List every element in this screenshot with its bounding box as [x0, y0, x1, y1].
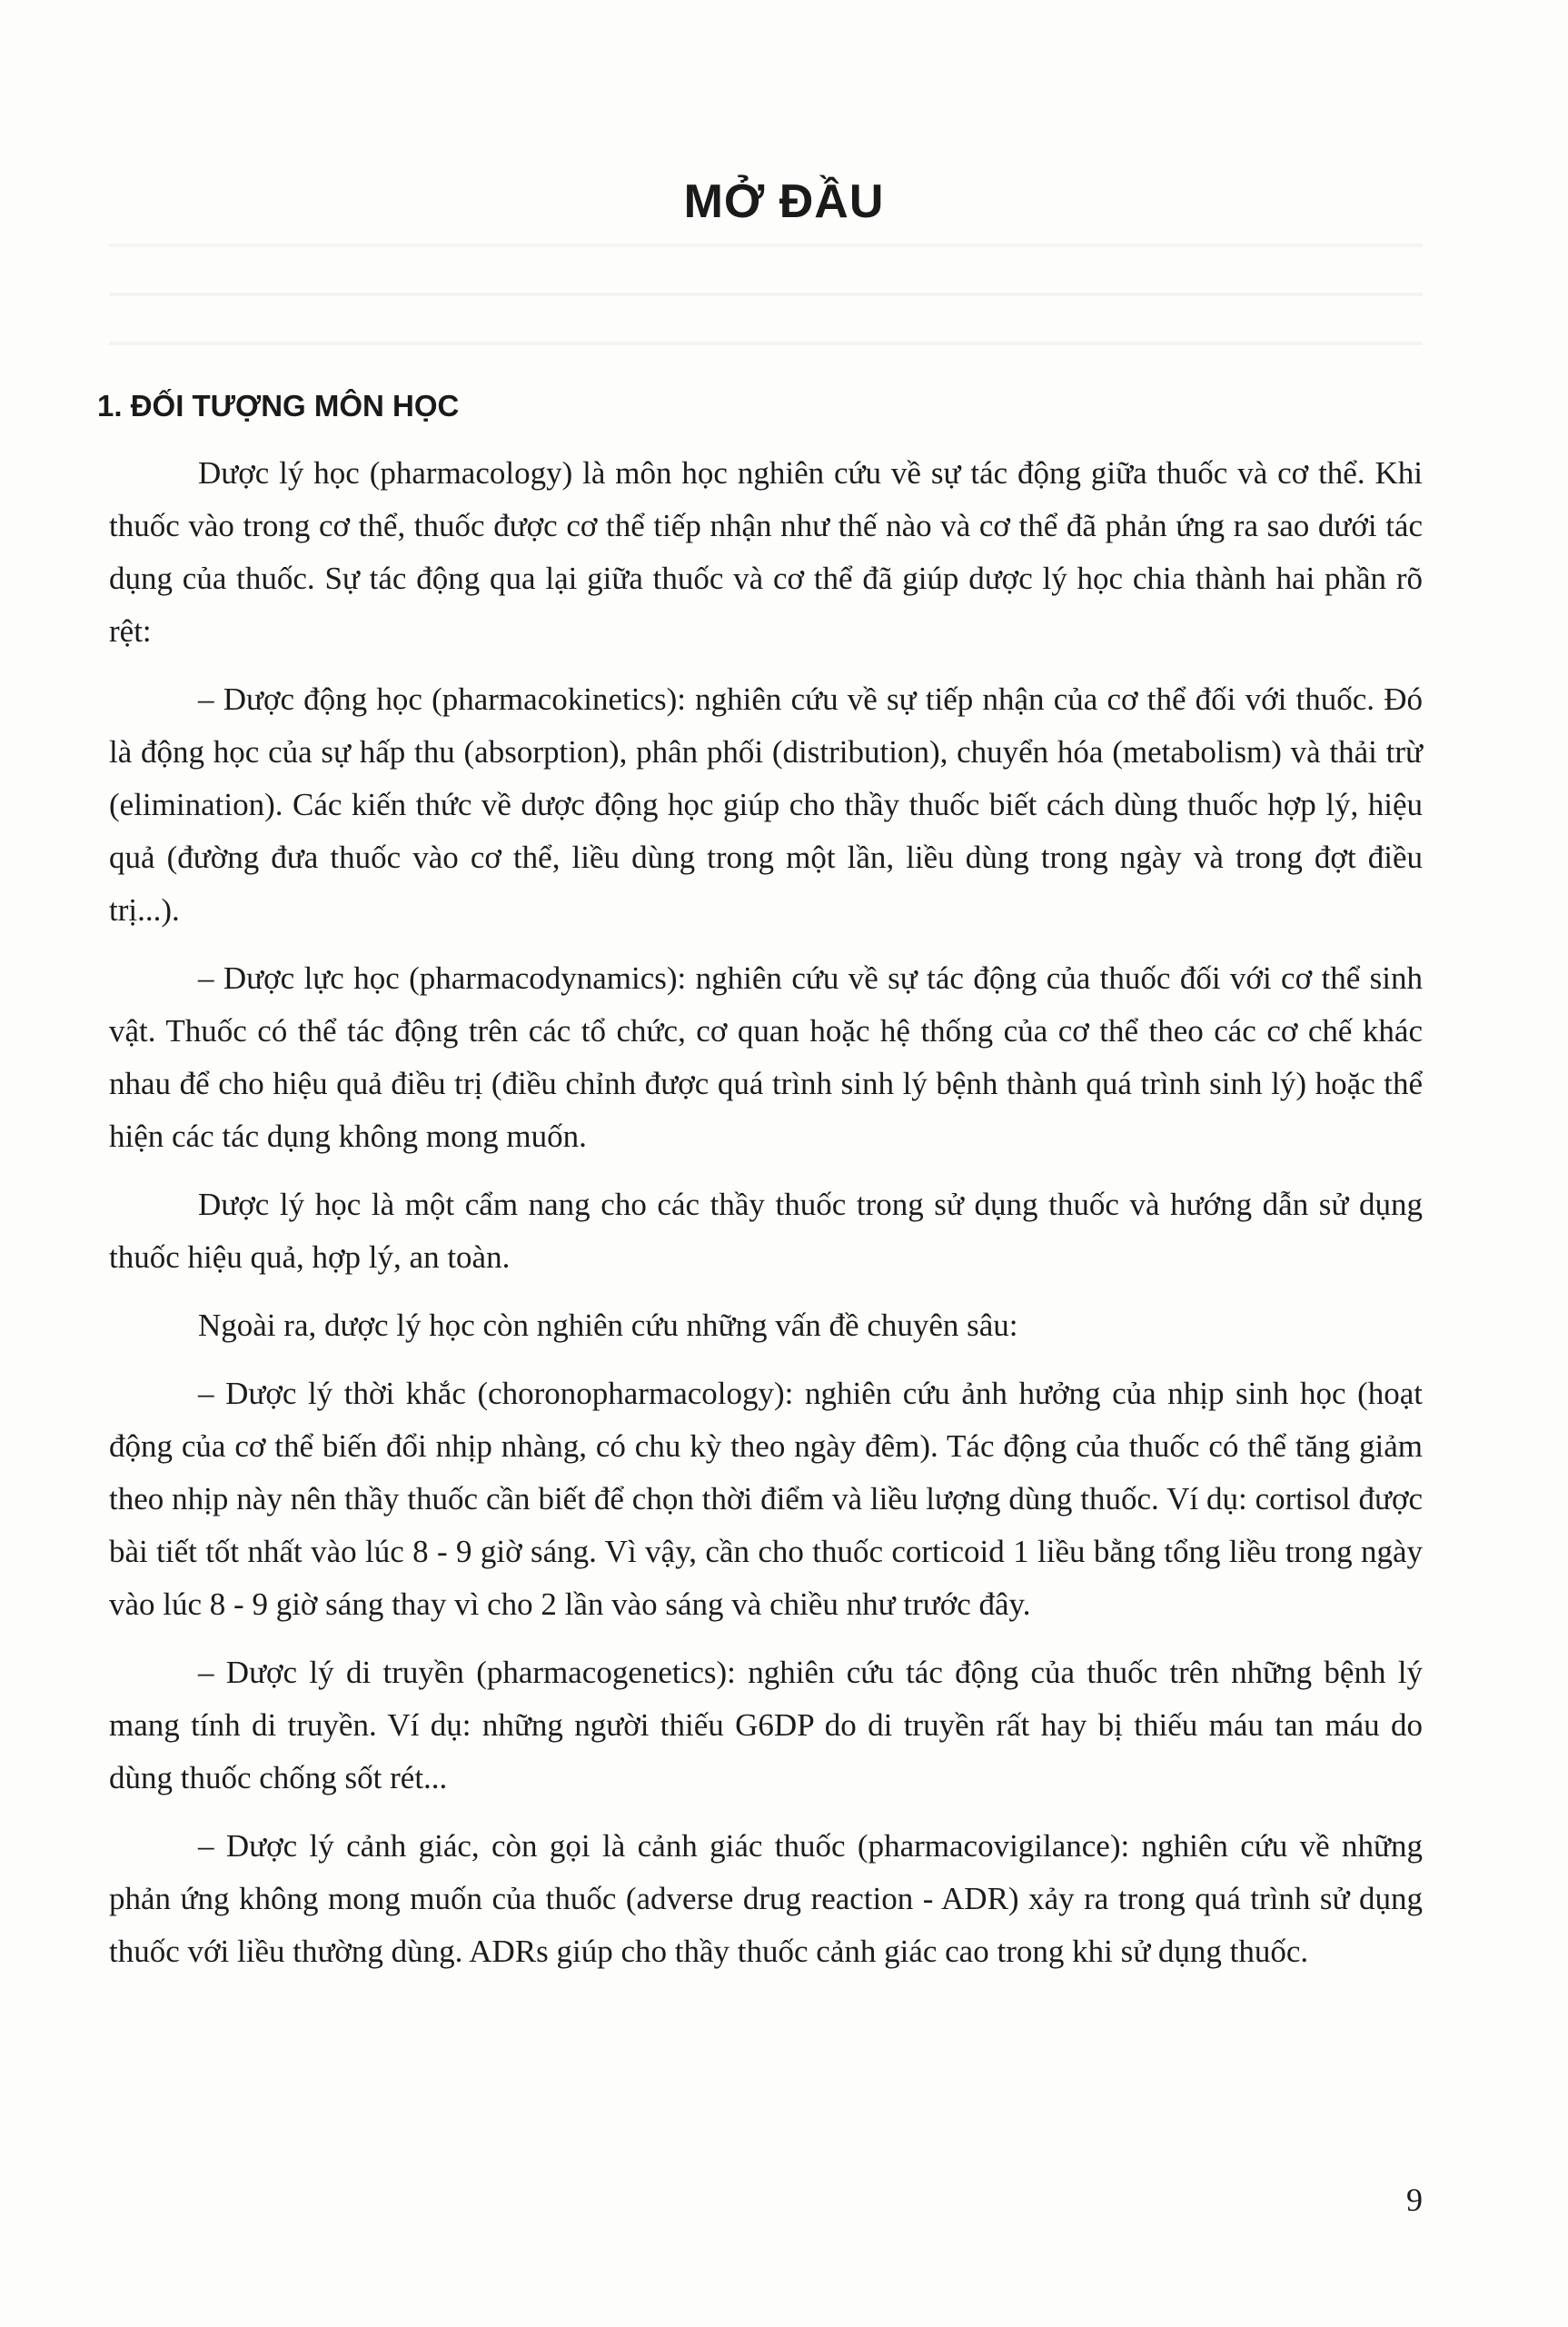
paragraph-pharmacovigilance: – Dược lý cảnh giác, còn gọi là cảnh giác thuốc (pharmacovigilance): nghiên cứu về những phản ứng không mong muốn của thuốc (adverse drug reaction - ADR) xảy ra trong quá trình sử dụng thuốc với liều thường dùng. ADRs giúp cho thầy thuốc cảnh giác cao trong khi sử dụng thuốc.: [109, 1828, 1423, 1969]
paragraph-intro: Dược lý học (pharmacology) là môn học nghiên cứu về sự tác động giữa thuốc và cơ thể. Khi thuốc vào trong cơ thể, thuốc được cơ thể tiếp nhận như thế nào và cơ thể đã phản ứng ra sao dưới tác dụng của thuốc. Sự tác động qua lại giữa thuốc và cơ thể đã giúp dược lý học chia thành hai phần rõ rệt:: [109, 455, 1423, 649]
paragraph-handbook: Dược lý học là một cẩm nang cho các thầy thuốc trong sử dụng thuốc và hướng dẫn sử dụng thuốc hiệu quả, hợp lý, an toàn.: [109, 1187, 1423, 1275]
section-body: [109, 447, 1423, 1994]
paragraph-specialized-topics: Ngoài ra, dược lý học còn nghiên cứu những vấn đề chuyên sâu:: [198, 1308, 1018, 1343]
paragraph-chronopharmacology: – Dược lý thời khắc (choronopharmacology): nghiên cứu ảnh hưởng của nhịp sinh học (hoạt động của cơ thể biến đổi nhịp nhàng, có chu kỳ theo ngày đêm). Tác động của thuốc có thể tăng giảm theo nhịp này nên thầy thuốc cần biết để chọn thời điểm và liều lượng dùng thuốc. Ví dụ: cortisol được bài tiết tốt nhất vào lúc 8 - 9 giờ sáng. Vì vậy, cần cho thuốc corticoid 1 liều bằng tổng liều trong ngày vào lúc 8 - 9 giờ sáng thay vì cho 2 lần vào sáng và chiều như trước đây.: [109, 1376, 1423, 1622]
show-through-texture: [109, 225, 1423, 380]
paragraph-pharmacogenetics: – Dược lý di truyền (pharmacogenetics): nghiên cứu tác động của thuốc trên những bệnh lý mang tính di truyền. Ví dụ: những người thiếu G6DP do di truyền rất hay bị thiếu máu tan máu do dùng thuốc chống sốt rét...: [109, 1655, 1423, 1795]
paragraph-pharmacodynamics: – Dược lực học (pharmacodynamics): nghiên cứu về sự tác động của thuốc đối với cơ thể sinh vật. Thuốc có thể tác động trên các tổ chức, cơ quan hoặc hệ thống của cơ thể theo các cơ chế khác nhau để cho hiệu quả điều trị (điều chỉnh được quá trình sinh lý bệnh thành quá trình sinh lý) hoặc thể hiện các tác dụng không mong muốn.: [109, 960, 1423, 1154]
page-title: MỞ ĐẦU: [683, 175, 885, 228]
section-heading: 1. ĐỐI TƯỢNG MÔN HỌC: [97, 389, 460, 423]
page-number: 9: [1406, 2182, 1423, 2218]
paragraph-pharmacokinetics: – Dược động học (pharmacokinetics): nghiên cứu về sự tiếp nhận của cơ thể đối với thuốc. Đó là động học của sự hấp thu (absorption), phân phối (distribution), chuyển hóa (metabolism) và thải trừ (elimination). Các kiến thức về dược động học giúp cho thầy thuốc biết cách dùng thuốc hợp lý, hiệu quả (đường đưa thuốc vào cơ thể, liều dùng trong một lần, liều dùng trong ngày và trong đợt điều trị...).: [109, 681, 1423, 928]
